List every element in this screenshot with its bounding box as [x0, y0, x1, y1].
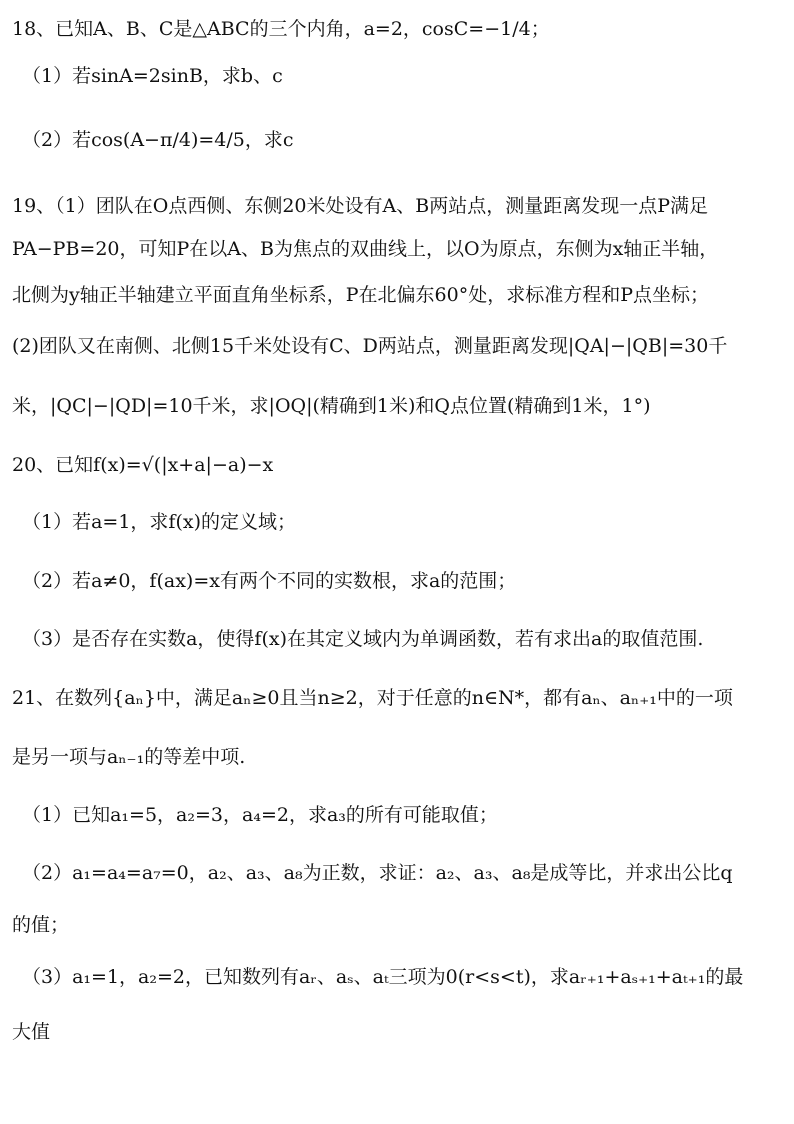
problem-19-part-1-line-2: PA−PB=20，可知P在以A、B为焦点的双曲线上，以O为原点，东侧为x轴正半轴，	[12, 238, 719, 260]
problem-20-part-3: （3）是否存在实数a，使得f(x)在其定义域内为单调函数，若有求出a的取值范围.	[22, 628, 704, 650]
problem-20-stem: 20、已知f(x)=√(|x+a|−a)−x	[12, 454, 274, 476]
problem-20-part-1: （1）若a=1，求f(x)的定义域；	[22, 511, 296, 533]
problem-20-part-2: （2）若a≠0，f(ax)=x有两个不同的实数根，求a的范围；	[22, 570, 517, 592]
problem-19-part-1-line-3: 北侧为y轴正半轴建立平面直角坐标系，P在北偏东60°处，求标准方程和P点坐标；	[12, 284, 709, 306]
problem-19-part-2-line-2: 米，|QC|−|QD|=10千米，求|OQ|(精确到1米)和Q点位置(精确到1米，1°)	[12, 395, 651, 417]
problem-21-part-2-line-1: （2）a₁=a₄=a₇=0，a₂、a₃、a₈为正数，求证：a₂、a₃、a₈是成等比，并求出公比q	[22, 862, 733, 884]
problem-19-part-2-line-1: (2)团队又在南侧、北侧15千米处设有C、D两站点，测量距离发现|QA|−|QB|=30千	[12, 335, 728, 357]
problem-21-stem-line-1: 21、在数列{aₙ}中，满足aₙ≥0且当n≥2，对于任意的n∈N*，都有aₙ、aₙ₊₁中的一项	[12, 687, 733, 709]
problem-21-part-3-line-1: （3）a₁=1，a₂=2，已知数列有aᵣ、aₛ、aₜ三项为0(r<s<t)，求aᵣ₊₁+aₛ₊₁+aₜ₊₁的最	[22, 966, 744, 988]
problem-21-part-2-line-2: 的值；	[12, 914, 70, 936]
problem-21-stem-line-2: 是另一项与aₙ₋₁的等差中项.	[12, 746, 246, 768]
problem-21-part-3-line-2: 大值	[12, 1021, 51, 1043]
problem-18-part-2: （2）若cos(A−π/4)=4/5，求c	[22, 129, 294, 151]
problem-19-part-1-line-1: 19、（1）团队在O点西侧、东侧20米处设有A、B两站点，测量距离发现一点P满足	[12, 195, 708, 217]
problem-18-part-1: （1）若sinA=2sinB，求b、c	[22, 65, 283, 87]
problem-21-part-1: （1）已知a₁=5，a₂=3，a₄=2，求a₃的所有可能取值；	[22, 804, 498, 826]
problem-18-stem: 18、已知A、B、C是△ABC的三个内角，a=2，cosC=−1/4；	[12, 18, 550, 40]
